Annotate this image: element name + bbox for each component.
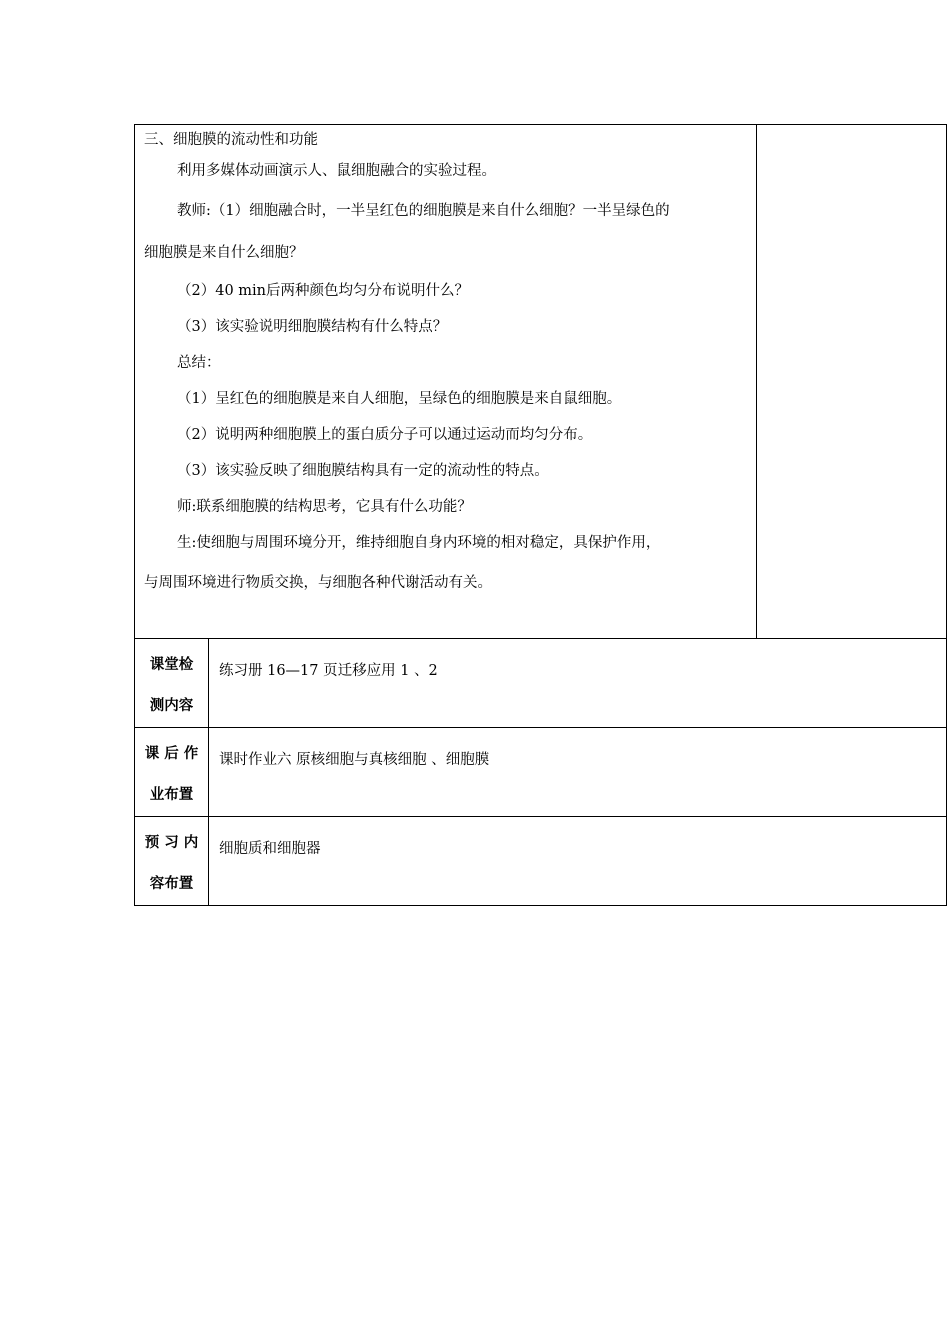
section-heading: 三、细胞膜的流动性和功能	[144, 132, 318, 148]
paragraph: 利用多媒体动画演示人、鼠细胞融合的实验过程。	[177, 163, 496, 179]
notes-cell	[757, 125, 947, 639]
row-label-line: 课 后 作	[144, 746, 199, 762]
row-label	[135, 728, 209, 817]
teaching-content-cell	[135, 125, 757, 639]
row-label-line: 业布置	[149, 787, 194, 803]
paragraph: （1）呈红色的细胞膜是来自人细胞，呈绿色的细胞膜是来自鼠细胞。	[177, 391, 622, 407]
paragraph: 生:使细胞与周围环境分开，维持细胞自身内环境的相对稳定，具保护作用，	[177, 535, 661, 551]
lesson-plan-table	[134, 124, 947, 906]
row-content: 课时作业六 原核细胞与真核细胞 、细胞膜	[209, 728, 947, 817]
teaching-process-row	[135, 125, 947, 639]
paragraph: 师:联系细胞膜的结构思考，它具有什么功能？	[177, 499, 472, 515]
paragraph: 与周围环境进行物质交换，与细胞各种代谢活动有关。	[144, 575, 492, 591]
paragraph: 教师:（1）细胞融合时，一半呈红色的细胞膜是来自什么细胞？一半呈绿色的	[177, 203, 670, 219]
row-label	[135, 639, 209, 728]
row-content: 练习册 16—17 页迁移应用 1 、2	[209, 639, 947, 728]
preview-row	[135, 817, 947, 906]
paragraph: （3）该实验说明细胞膜结构有什么特点？	[177, 319, 448, 335]
row-label-line: 容布置	[149, 876, 194, 892]
row-content: 细胞质和细胞器	[209, 817, 947, 906]
paragraph: 总结：	[177, 355, 221, 371]
paragraph: 细胞膜是来自什么细胞？	[144, 245, 304, 261]
paragraph: （2）说明两种细胞膜上的蛋白质分子可以通过运动而均匀分布。	[177, 427, 593, 443]
row-label-line: 测内容	[149, 698, 194, 714]
row-label-line: 预 习 内	[144, 835, 199, 851]
row-label	[135, 817, 209, 906]
paragraph: （3）该实验反映了细胞膜结构具有一定的流动性的特点。	[177, 463, 549, 479]
homework-row	[135, 728, 947, 817]
row-label-line: 课堂检	[149, 657, 194, 673]
class-test-row	[135, 639, 947, 728]
paragraph: （2）40 min后两种颜色均匀分布说明什么？	[177, 283, 470, 299]
